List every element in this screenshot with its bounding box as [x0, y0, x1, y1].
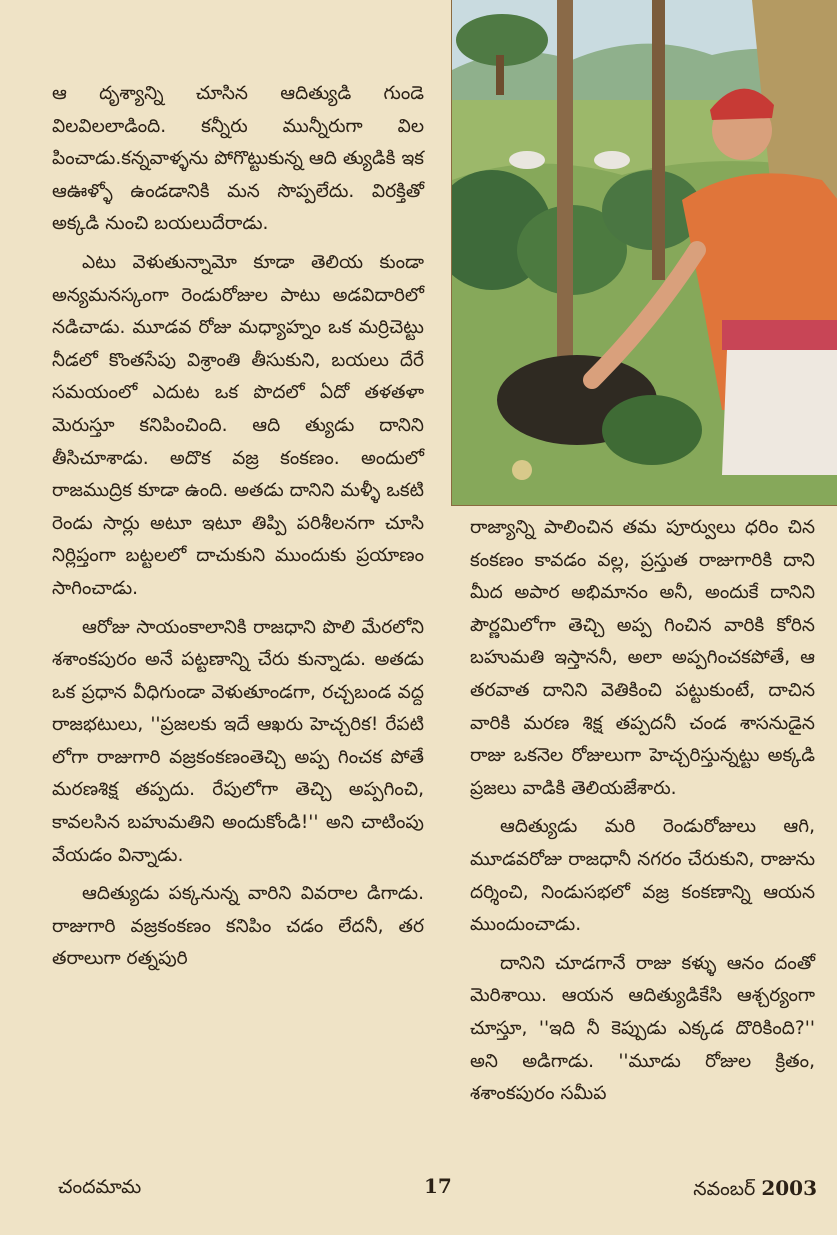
paragraph: రాజ్యాన్ని పాలించిన తమ పూర్వులు ధరిం చిన కంకణం కావడం వల్ల, ప్రస్తుత రాజుగారికి దాని మీద అపార అభిమానం అనీ, అందుకే దానిని పౌర్ణమిలోగా తెచ్చి అప్ప గించిన వారికి కోరిన బహుమతి ఇస్తాననీ, అలా అప్పగించకపోతే, ఆ తరవాత దానిని వెతికించి పట్టుకుంటే, దాచిన వారికి మరణ శిక్ష తప్పదనీ చండ శాసనుడైన రాజు ఒకనెల రోజులుగా హెచ్చరిస్తున్నట్టు అక్కడి ప్రజలు వాడికి తెలియజేశారు. [470, 517, 815, 799]
magazine-name: చందమామ [58, 1176, 142, 1198]
paragraph: ఆదిత్యుడు మరి రెండురోజులు ఆగి, మూడవరోజు రాజధానీ నగరం చేరుకుని, రాజును దర్శించి, నిండుసభలో వజ్ర కంకణాన్ని ఆయన ముందుంచాడు. [470, 816, 815, 936]
paragraph: ఆరోజు సాయంకాలానికి రాజధాని పొలి మేరలోని శశాంకపురం అనే పట్టణాన్ని చేరు కున్నాడు. అతడు ఒక ప్రధాన వీధిగుండా వెళుతూండగా, రచ్చబండ వద్ద రాజభటులు, ''ప్రజలకు ఇదే ఆఖరు హెచ్చరిక! రేపటి లోగా రాజుగారి వజ్రకంకణంతెచ్చి అప్ప గించక పోతే మరణశిక్ష తప్పదు. రేపులోగా తెచ్చి అప్పగించి, కావలసిన బహుమతిని అందుకోండి!'' అని చాటింపు వేయడం విన్నాడు. [52, 616, 424, 866]
issue-date [693, 1176, 817, 1205]
right-text-column [470, 512, 815, 1111]
paragraph: ఆ దృశ్యాన్ని చూసిన ఆదిత్యుడి గుండె విలవిలలాడింది. కన్నీరు మున్నీరుగా విల పించాడు.కన్నవాళ్ళను పోగొట్టుకున్న ఆది త్యుడికి ఇక ఆఊళ్ళో ఉండడానికి మన సొప్పలేదు. విరక్తితో అక్కడి నుంచి బయలుదేరాడు. [52, 83, 424, 235]
story-illustration [451, 0, 837, 506]
page-footer [58, 1168, 817, 1208]
issue-year: 2003 [761, 1176, 817, 1200]
page-number: 17 [424, 1174, 452, 1198]
paragraph: దానిని చూడగానే రాజు కళ్ళు ఆనం దంతో మెరిశాయి. ఆయన ఆదిత్యుడికేసి ఆశ్చర్యంగా చూస్తూ, ''ఇది నీ కెప్పుడు ఎక్కడ దొరికింది?'' అని అడిగాడు. ''మూడు రోజుల క్రితం, శశాంకపురం సమీప [470, 952, 815, 1105]
issue-month: నవంబర్ [693, 1178, 756, 1200]
paragraph: ఎటు వెళుతున్నామో కూడా తెలియ కుండా అన్యమనస్కంగా రెండురోజుల పాటు అడవిదారిలో నడిచాడు. మూడవ రోజు మధ్యాహ్నం ఒక మర్రిచెట్టు నీడలో కొంతసేపు విశ్రాంతి తీసుకుని, బయలు దేరే సమయంలో ఎదుట ఒక పొదలో ఏదో తళతళా మెరుస్తూ కనిపించింది. ఆది త్యుడు దానిని తీసిచూశాడు. అదొక వజ్ర కంకణం. అందులో రాజముద్రిక కూడా ఉంది. అతడు దానిని మళ్ళీ ఒకటి రెండు సార్లు అటూ ఇటూ తిప్పి పరిశీలనగా చూసి నిర్లిప్తంగా బట్టలలో దాచుకుని ముందుకు ప్రయాణం సాగించాడు. [52, 251, 424, 599]
paragraph: ఆదిత్యుడు పక్కనున్న వారిని వివరాల డిగాడు. రాజుగారి వజ్రకంకణం కనిపిం చడం లేదనీ, తర తరాలుగా రత్నపురి [52, 883, 424, 970]
left-text-column [52, 78, 424, 976]
